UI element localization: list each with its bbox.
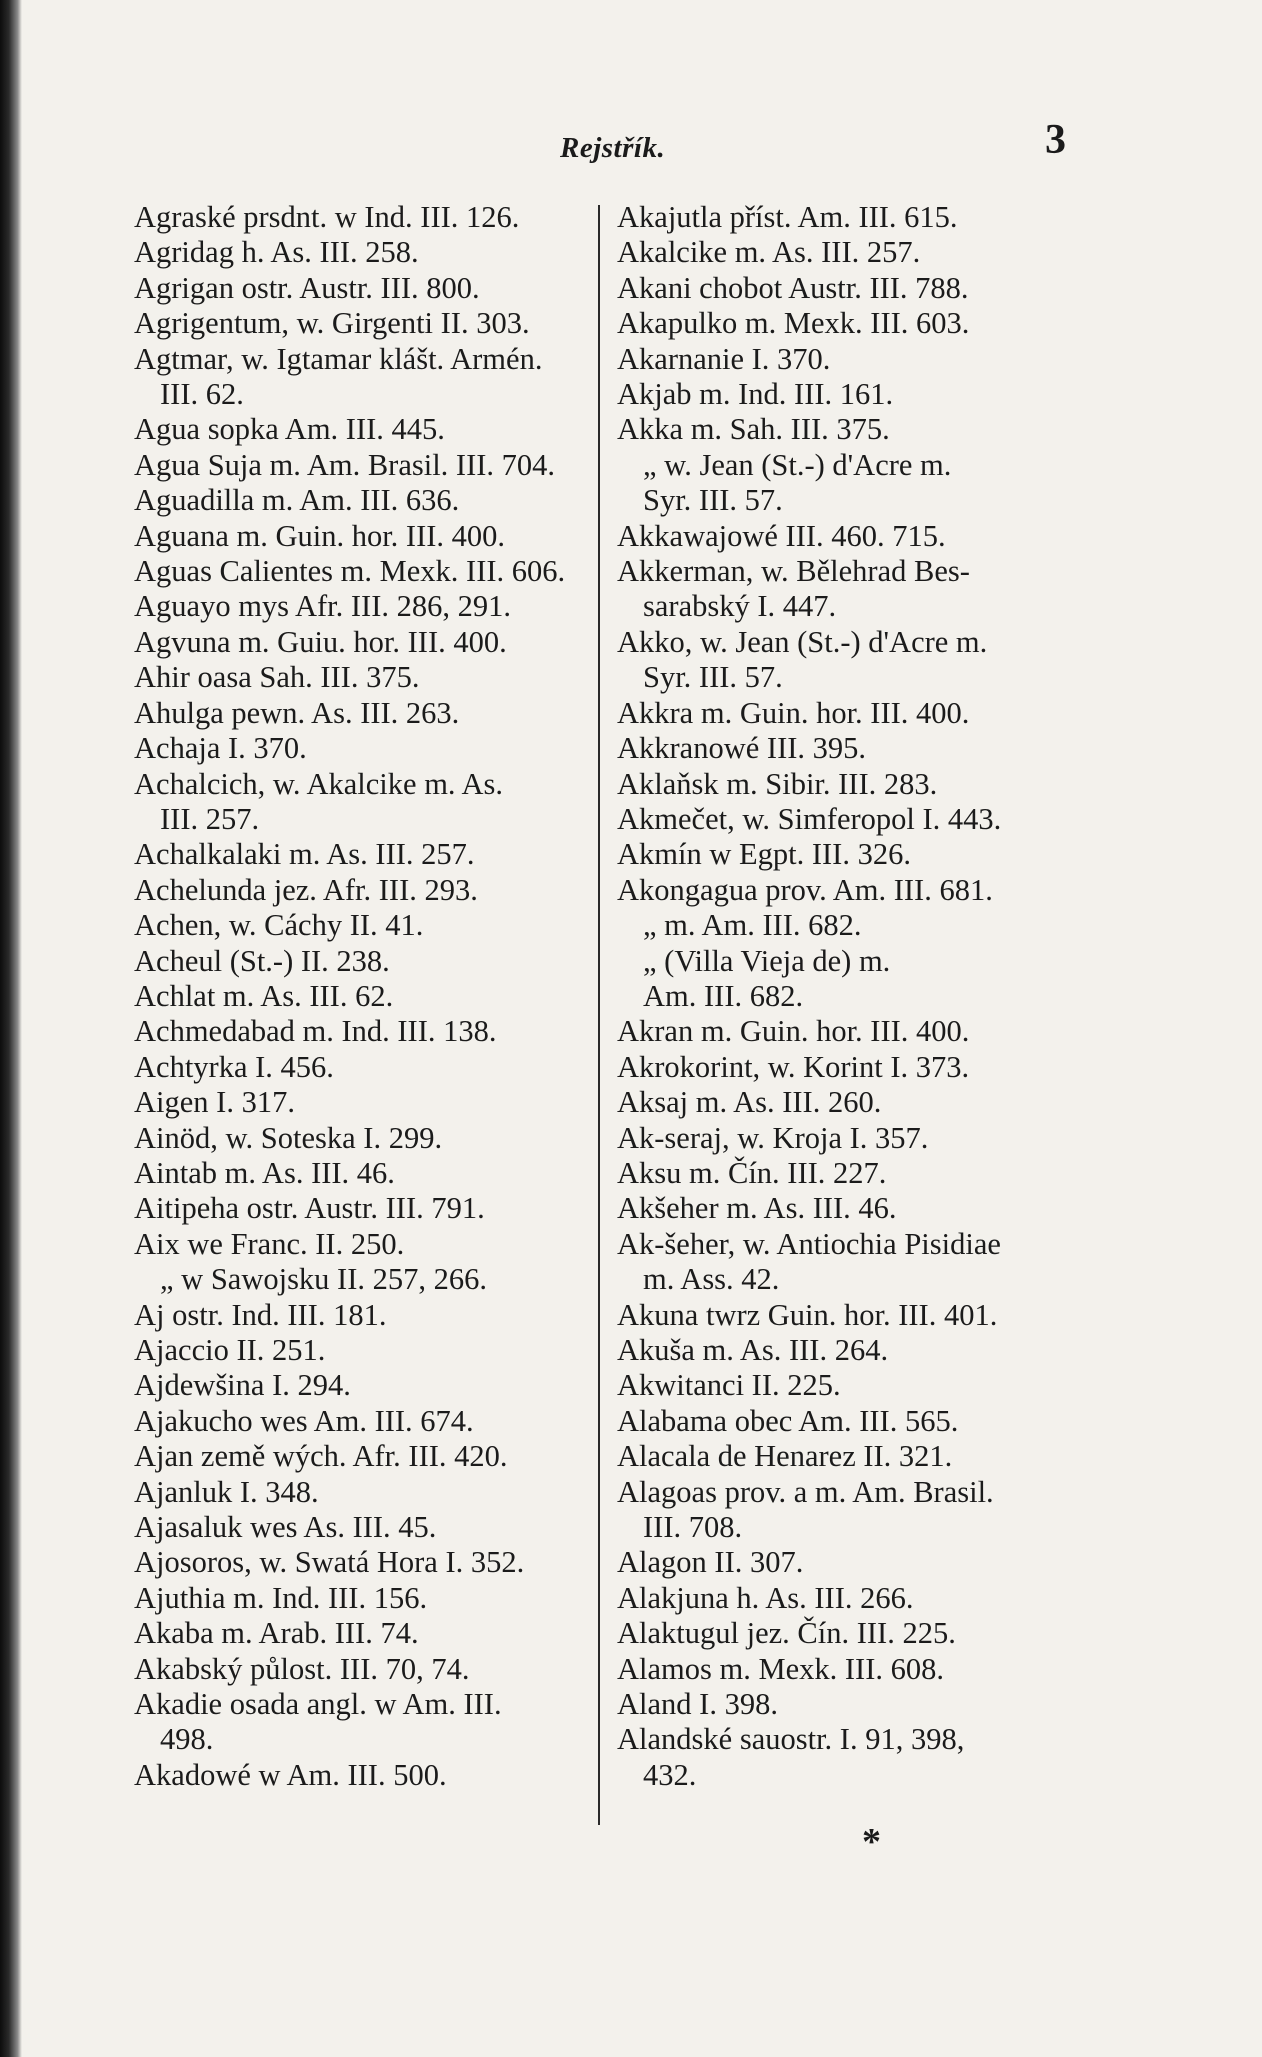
index-entry: Akajutla příst. Am. III. 615. xyxy=(617,200,958,234)
index-entry: Achaja I. 370. xyxy=(134,731,307,766)
index-entry: Akmečet, w. Simferopol I. 443. xyxy=(617,801,1002,836)
index-entry: Achalkalaki m. As. III. 257. xyxy=(134,837,475,872)
index-entry: Achalcich, w. Akalcike m. As. xyxy=(134,766,504,801)
index-entry: Aix we Franc. II. 250. xyxy=(134,1226,405,1261)
index-entry: Ahulga pewn. As. III. 263. xyxy=(134,695,460,730)
index-entry: Ajan země wých. Afr. III. 420. xyxy=(134,1439,508,1474)
index-entry: Aklaňsk m. Sibir. III. 283. xyxy=(617,766,938,801)
index-entry-continuation: „ w Sawojsku II. 257, 266. xyxy=(160,1262,487,1297)
index-entry: Agtmar, w. Igtamar klášt. Armén. xyxy=(134,341,543,376)
index-entry: Alacala de Henarez II. 321. xyxy=(617,1439,953,1474)
index-entry: Akadie osada angl. w Am. III. xyxy=(134,1687,502,1722)
index-entry: Aguadilla m. Am. III. 636. xyxy=(134,483,460,518)
index-entry-continuation: Syr. III. 57. xyxy=(643,483,783,518)
index-entry: Aitipeha ostr. Austr. III. 791. xyxy=(134,1191,485,1226)
index-entry: Aj ostr. Ind. III. 181. xyxy=(134,1297,387,1332)
index-entry: Agrigan ostr. Austr. III. 800. xyxy=(134,270,480,305)
index-entry-continuation: sarabský I. 447. xyxy=(643,589,837,624)
index-column-right xyxy=(617,200,1082,1793)
index-entry: Agua Suja m. Am. Brasil. III. 704. xyxy=(134,447,556,482)
index-entry: Ajaccio II. 251. xyxy=(134,1333,326,1367)
column-divider xyxy=(598,205,600,1825)
index-entry: Alagon II. 307. xyxy=(617,1545,804,1580)
index-entry: Akkawajowé III. 460. 715. xyxy=(617,518,946,553)
running-head: Rejstřík. xyxy=(560,132,666,164)
index-entry: Akadowé w Am. III. 500. xyxy=(134,1757,447,1792)
index-entry: Aguayo mys Afr. III. 286, 291. xyxy=(134,589,511,624)
index-entry: Akalcike m. As. III. 257. xyxy=(617,235,921,270)
index-entry: Akaba m. Arab. III. 74. xyxy=(134,1616,419,1651)
footer-mark: * xyxy=(862,1821,881,1863)
index-entry: Aigen I. 317. xyxy=(134,1085,295,1120)
index-entry: Akani chobot Austr. III. 788. xyxy=(617,270,969,305)
index-entry: Ak-šeher, w. Antiochia Pisidiae xyxy=(617,1226,1001,1261)
index-entry: Akkerman, w. Bělehrad Bes- xyxy=(617,554,970,589)
index-entry: Akka m. Sah. III. 375. xyxy=(617,412,890,447)
index-entry: Akwitanci II. 225. xyxy=(617,1368,841,1403)
index-entry: Agrigentum, w. Girgenti II. 303. xyxy=(134,306,530,341)
index-entry: Alamos m. Mexk. III. 608. xyxy=(617,1651,944,1686)
index-entry: Akjab m. Ind. III. 161. xyxy=(617,377,894,412)
index-entry-continuation: „ w. Jean (St.-) d'Acre m. xyxy=(643,447,952,482)
index-entry: Akrokorint, w. Korint I. 373. xyxy=(617,1049,970,1084)
index-entry-continuation: III. 708. xyxy=(643,1510,743,1545)
index-entry: Ajanluk I. 348. xyxy=(134,1474,319,1509)
index-entry: Agvuna m. Guiu. hor. III. 400. xyxy=(134,624,507,659)
index-entry-continuation: „ (Villa Vieja de) m. xyxy=(643,943,891,978)
index-entry: Akarnanie I. 370. xyxy=(617,341,831,376)
page-header xyxy=(0,112,1262,172)
index-entry: Aguas Calientes m. Mexk. III. 606. xyxy=(134,554,566,589)
index-entry-continuation: III. 257. xyxy=(160,801,260,836)
index-entry: Ahir oasa Sah. III. 375. xyxy=(134,660,420,695)
index-entry: Agridag h. As. III. 258. xyxy=(134,235,419,270)
index-entry: Akšeher m. As. III. 46. xyxy=(617,1191,897,1226)
index-entry-continuation: „ m. Am. III. 682. xyxy=(643,908,862,943)
index-entry: Achtyrka I. 456. xyxy=(134,1049,334,1084)
index-entry: Achlat m. As. III. 62. xyxy=(134,978,394,1013)
index-entry: Akkra m. Guin. hor. III. 400. xyxy=(617,695,970,730)
page-binding-edge xyxy=(0,0,22,2057)
index-entry-continuation: Syr. III. 57. xyxy=(643,660,783,695)
index-entry: Ajasaluk wes As. III. 45. xyxy=(134,1510,437,1545)
index-entry: Aland I. 398. xyxy=(617,1687,778,1722)
index-entry: Ajuthia m. Ind. III. 156. xyxy=(134,1580,428,1615)
index-entry-continuation: Am. III. 682. xyxy=(643,978,804,1013)
index-entry: Alagoas prov. a m. Am. Brasil. xyxy=(617,1474,994,1509)
page-number: 3 xyxy=(1045,117,1066,163)
index-entry: Akmín w Egpt. III. 326. xyxy=(617,837,911,872)
index-entry: Alabama obec Am. III. 565. xyxy=(617,1403,959,1438)
index-entry: Aksu m. Čín. III. 227. xyxy=(617,1155,887,1190)
index-entry: Ainöd, w. Soteska I. 299. xyxy=(134,1120,443,1155)
index-entry: Akuša m. As. III. 264. xyxy=(617,1333,889,1367)
index-entry: Ajdewšina I. 294. xyxy=(134,1368,351,1403)
index-entry-continuation: 432. xyxy=(643,1757,697,1792)
index-entry: Alakjuna h. As. III. 266. xyxy=(617,1580,914,1615)
index-entry-continuation: III. 62. xyxy=(160,377,244,412)
index-entry: Akran m. Guin. hor. III. 400. xyxy=(617,1014,970,1049)
index-entry: Agraské prsdnt. w Ind. III. 126. xyxy=(134,200,520,234)
index-entry: Akkranowé III. 395. xyxy=(617,731,867,766)
index-entry: Aintab m. As. III. 46. xyxy=(134,1155,395,1190)
index-entry: Akuna twrz Guin. hor. III. 401. xyxy=(617,1297,998,1332)
index-entry: Ak-seraj, w. Kroja I. 357. xyxy=(617,1120,929,1155)
index-entry-continuation: 498. xyxy=(160,1722,214,1757)
index-entry: Aguana m. Guin. hor. III. 400. xyxy=(134,518,506,553)
index-entry: Akongagua prov. Am. III. 681. xyxy=(617,872,993,907)
index-entry-continuation: m. Ass. 42. xyxy=(643,1262,780,1297)
index-entry: Agua sopka Am. III. 445. xyxy=(134,412,445,447)
index-entry: Akko, w. Jean (St.-) d'Acre m. xyxy=(617,624,988,659)
index-entry: Aksaj m. As. III. 260. xyxy=(617,1085,882,1120)
index-entry: Akabský půlost. III. 70, 74. xyxy=(134,1651,470,1686)
index-entry: Alaktugul jez. Čín. III. 225. xyxy=(617,1616,956,1651)
index-column-left xyxy=(134,200,594,1793)
index-entry: Acheul (St.-) II. 238. xyxy=(134,943,390,978)
index-entry: Ajosoros, w. Swatá Hora I. 352. xyxy=(134,1545,525,1580)
index-entry: Akapulko m. Mexk. III. 603. xyxy=(617,306,970,341)
index-entry: Ajakucho wes Am. III. 674. xyxy=(134,1403,474,1438)
index-entry: Achelunda jez. Afr. III. 293. xyxy=(134,872,478,907)
index-entry: Achen, w. Cáchy II. 41. xyxy=(134,908,424,943)
index-entry: Alandské sauostr. I. 91, 398, xyxy=(617,1722,965,1757)
index-entry: Achmedabad m. Ind. III. 138. xyxy=(134,1014,497,1049)
